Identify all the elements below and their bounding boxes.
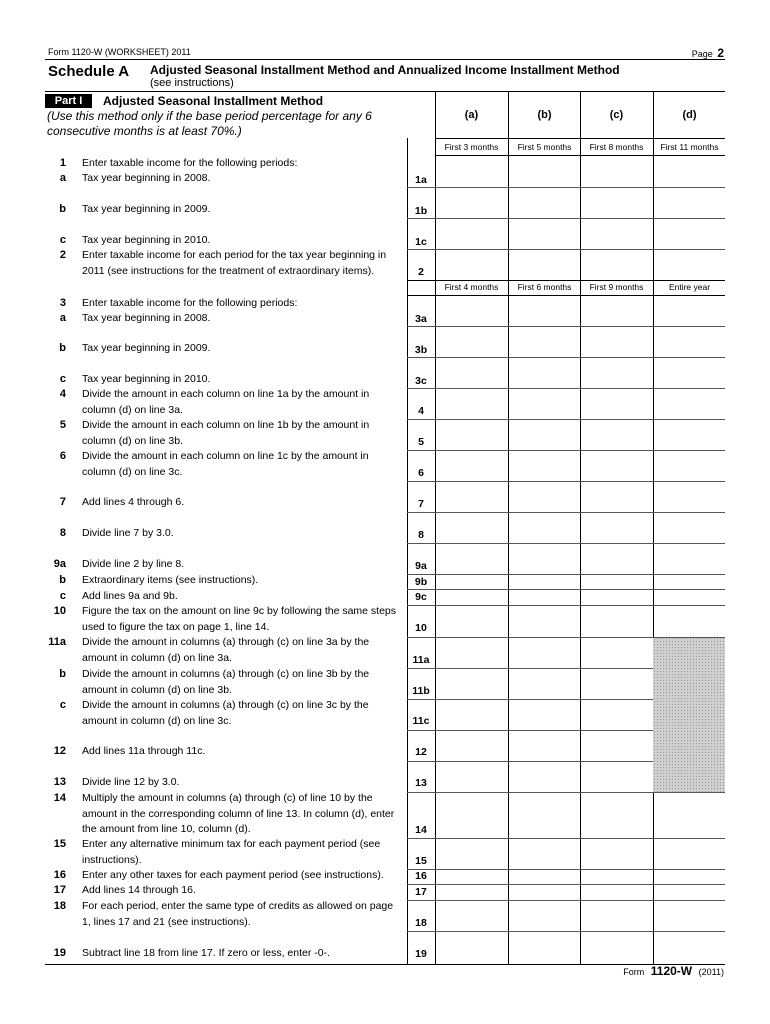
period-label-a2: First 4 months — [444, 282, 499, 292]
period-label-d1: First 11 months — [660, 142, 719, 152]
column-header-c: (c) — [609, 109, 624, 121]
row-rule — [407, 605, 725, 606]
line-text: Enter taxable income for the following periods: — [82, 297, 298, 309]
line-text: Tax year beginning in 2010. — [82, 373, 211, 385]
line-text: Figure the tax on the amount on line 9c by following the same steps used to figure the tax on page 1, line 14. — [82, 605, 397, 633]
row-rule — [407, 792, 725, 793]
line-number: c — [59, 234, 66, 246]
row-rule — [407, 730, 653, 731]
line-text: Divide line 7 by 3.0. — [82, 527, 174, 539]
row-rule — [407, 388, 725, 389]
period-label-a1: First 3 months — [444, 142, 499, 152]
line-box-label: 11b — [412, 685, 430, 697]
line-number: c — [59, 699, 66, 711]
line-number: c — [59, 373, 66, 385]
line-text: Divide the amount in columns (a) through (c) on line 3b by the amount in column (d) on line 3b. — [82, 668, 370, 696]
row-rule — [407, 481, 725, 482]
line-number: c — [59, 590, 66, 602]
line-number: 8 — [59, 527, 66, 539]
line-text: Divide line 12 by 3.0. — [82, 776, 180, 788]
line-box-label: 7 — [418, 498, 424, 510]
period-rule-2-top — [407, 280, 725, 281]
row-rule — [407, 543, 725, 544]
line-text: Enter taxable income for the following periods: — [82, 157, 298, 169]
schedule-subtitle: (see instructions) — [150, 77, 234, 89]
line-text: Enter any other taxes for each payment period (see instructions). — [82, 869, 384, 881]
line-text: Tax year beginning in 2008. — [82, 312, 211, 324]
row-rule — [407, 900, 725, 901]
line-box-label: 6 — [418, 467, 424, 479]
period-label-b1: First 5 months — [517, 142, 572, 152]
line-box-label: 8 — [418, 529, 424, 541]
line-text: Add lines 4 through 6. — [82, 496, 185, 508]
row-rule — [407, 838, 725, 839]
line-number: b — [59, 342, 66, 354]
row-rule — [407, 187, 725, 188]
line-number: a — [59, 172, 66, 184]
line-box-label: 11c — [412, 715, 430, 727]
line-text: Tax year beginning in 2009. — [82, 342, 211, 354]
period-label-d2: Entire year — [668, 282, 711, 292]
line-number: 11a — [48, 636, 66, 648]
column-header-d: (d) — [682, 109, 697, 121]
form-header-label: Form 1120-W (WORKSHEET) 2011 — [48, 47, 191, 57]
line-box-label: 3c — [415, 375, 427, 387]
line-number: 13 — [53, 776, 66, 788]
page-number: 2 — [717, 46, 724, 60]
line-text: Multiply the amount in columns (a) through (c) of line 10 by the amount in the corresponding column of line 13. In column (d), enter the amount from line 10, column (d). — [82, 792, 395, 835]
line-number: 19 — [53, 947, 66, 959]
column-divider-b — [508, 91, 509, 964]
header-rule — [45, 59, 725, 60]
line-text: Divide the amount in each column on line 1b by the amount in column (d) on line 3b. — [82, 419, 370, 447]
page-indicator — [692, 46, 724, 60]
line-number: b — [59, 668, 66, 680]
line-text: Tax year beginning in 2008. — [82, 172, 211, 184]
line-text: Add lines 11a through 11c. — [82, 745, 206, 757]
schedule-label: Schedule A — [48, 63, 130, 80]
line-box-label: 12 — [415, 746, 427, 758]
line-box-label: 9a — [415, 560, 427, 572]
line-box-label: 17 — [415, 886, 427, 898]
line-number: 7 — [59, 496, 66, 508]
period-label-c2: First 9 months — [589, 282, 644, 292]
line-text: For each period, enter the same type of credits as allowed on page 1, lines 17 and 21 (see instructions). — [82, 900, 394, 928]
part-note: (Use this method only if the base period percentage for any 6 consecutive months is at least 70%.) — [47, 109, 372, 138]
line-number: 9a — [53, 558, 66, 570]
line-box-label: 1a — [415, 174, 427, 186]
line-number: 14 — [53, 792, 66, 804]
line-text: Tax year beginning in 2009. — [82, 203, 211, 215]
line-number: 5 — [59, 419, 66, 431]
line-number: a — [59, 312, 66, 324]
line-box-label: 9c — [415, 591, 427, 603]
row-rule — [407, 931, 725, 932]
line-box-label: 11a — [412, 654, 430, 666]
row-rule — [407, 574, 725, 575]
line-text: Tax year beginning in 2010. — [82, 234, 211, 246]
line-box-label: 3a — [415, 313, 427, 325]
line-text: Divide the amount in columns (a) through (c) on line 3c by the amount in column (d) on line 3c. — [82, 699, 369, 727]
line-box-label: 19 — [415, 948, 427, 960]
line-number: 4 — [59, 388, 66, 400]
line-number: 1 — [59, 157, 66, 169]
line-text: Enter taxable income for each period for the tax year beginning in 2011 (see instructions for the treatment of extraordinary items). — [82, 249, 387, 277]
line-box-label: 18 — [415, 917, 427, 929]
row-rule — [407, 512, 725, 513]
line-text: Add lines 14 through 16. — [82, 884, 196, 896]
line-text: Extraordinary items (see instructions). — [82, 574, 259, 586]
line-box-label: 3b — [414, 344, 428, 356]
column-header-b: (b) — [537, 109, 552, 121]
schedule-rule — [45, 91, 725, 92]
footer-form-word: Form — [623, 967, 645, 977]
footer-form-name: 1120-W — [650, 964, 693, 978]
line-number: 10 — [53, 605, 66, 617]
line-text: Divide the amount in columns (a) through (c) on line 3a by the amount in column (d) on line 3a. — [82, 636, 370, 664]
line-box-label: 2 — [418, 266, 424, 278]
row-rule — [407, 450, 725, 451]
line-text: Divide line 2 by line 8. — [82, 558, 185, 570]
period-label-c1: First 8 months — [589, 142, 644, 152]
column-divider-c — [580, 91, 581, 964]
line-box-label: 9b — [414, 576, 428, 588]
line-text: Add lines 9a and 9b. — [82, 590, 178, 602]
line-box-label: 1b — [414, 205, 428, 217]
schedule-title: Adjusted Seasonal Installment Method and Annualized Income Installment Method — [150, 63, 620, 77]
line-number: b — [59, 203, 66, 215]
row-rule — [407, 357, 725, 358]
form-footer — [623, 964, 724, 978]
row-rule — [407, 869, 725, 870]
row-rule — [407, 218, 725, 219]
line-number: 17 — [53, 884, 66, 896]
line-box-label: 15 — [415, 855, 427, 867]
period-label-b2: First 6 months — [517, 282, 572, 292]
line-box-label: 5 — [418, 436, 424, 448]
period-rule-2-bottom — [407, 295, 725, 296]
line-number: 12 — [53, 745, 66, 757]
row-rule — [407, 326, 725, 327]
line-number: 6 — [59, 450, 66, 462]
row-rule — [407, 249, 725, 250]
line-number: 15 — [53, 838, 66, 850]
line-box-label: 1c — [415, 236, 427, 248]
shaded-not-applicable-area — [653, 637, 725, 792]
line-number: 16 — [53, 869, 66, 881]
line-text: Divide the amount in each column on line 1a by the amount in column (d) on line 3a. — [82, 388, 370, 416]
line-box-label: 16 — [415, 870, 427, 882]
line-text: Enter any alternative minimum tax for each payment period (see instructions). — [82, 838, 381, 866]
footer-year: (2011) — [698, 967, 724, 977]
line-box-label: 4 — [418, 405, 424, 417]
column-divider-d — [653, 91, 654, 964]
line-number: 3 — [59, 297, 66, 309]
row-rule — [407, 668, 653, 669]
page-label: Page — [691, 49, 713, 59]
line-number: b — [59, 574, 66, 586]
line-box-label: 14 — [415, 824, 427, 836]
row-rule — [407, 419, 725, 420]
row-rule — [407, 637, 725, 638]
column-divider-label — [407, 138, 408, 964]
row-rule — [407, 699, 653, 700]
part-tag: Part I — [45, 94, 92, 108]
line-text: Subtract line 18 from line 17. If zero or less, enter -0-. — [82, 947, 331, 959]
part-title: Adjusted Seasonal Installment Method — [103, 94, 324, 108]
line-box-label: 10 — [415, 622, 427, 634]
line-number: 2 — [59, 249, 66, 261]
line-box-label: 13 — [415, 777, 427, 789]
line-number: 18 — [53, 900, 66, 912]
row-rule — [407, 884, 725, 885]
column-divider-a — [435, 91, 436, 964]
row-rule — [407, 761, 653, 762]
line-text: Divide the amount in each column on line 1c by the amount in column (d) on line 3c. — [82, 450, 369, 478]
row-rule — [407, 589, 725, 590]
column-header-a: (a) — [464, 109, 479, 121]
